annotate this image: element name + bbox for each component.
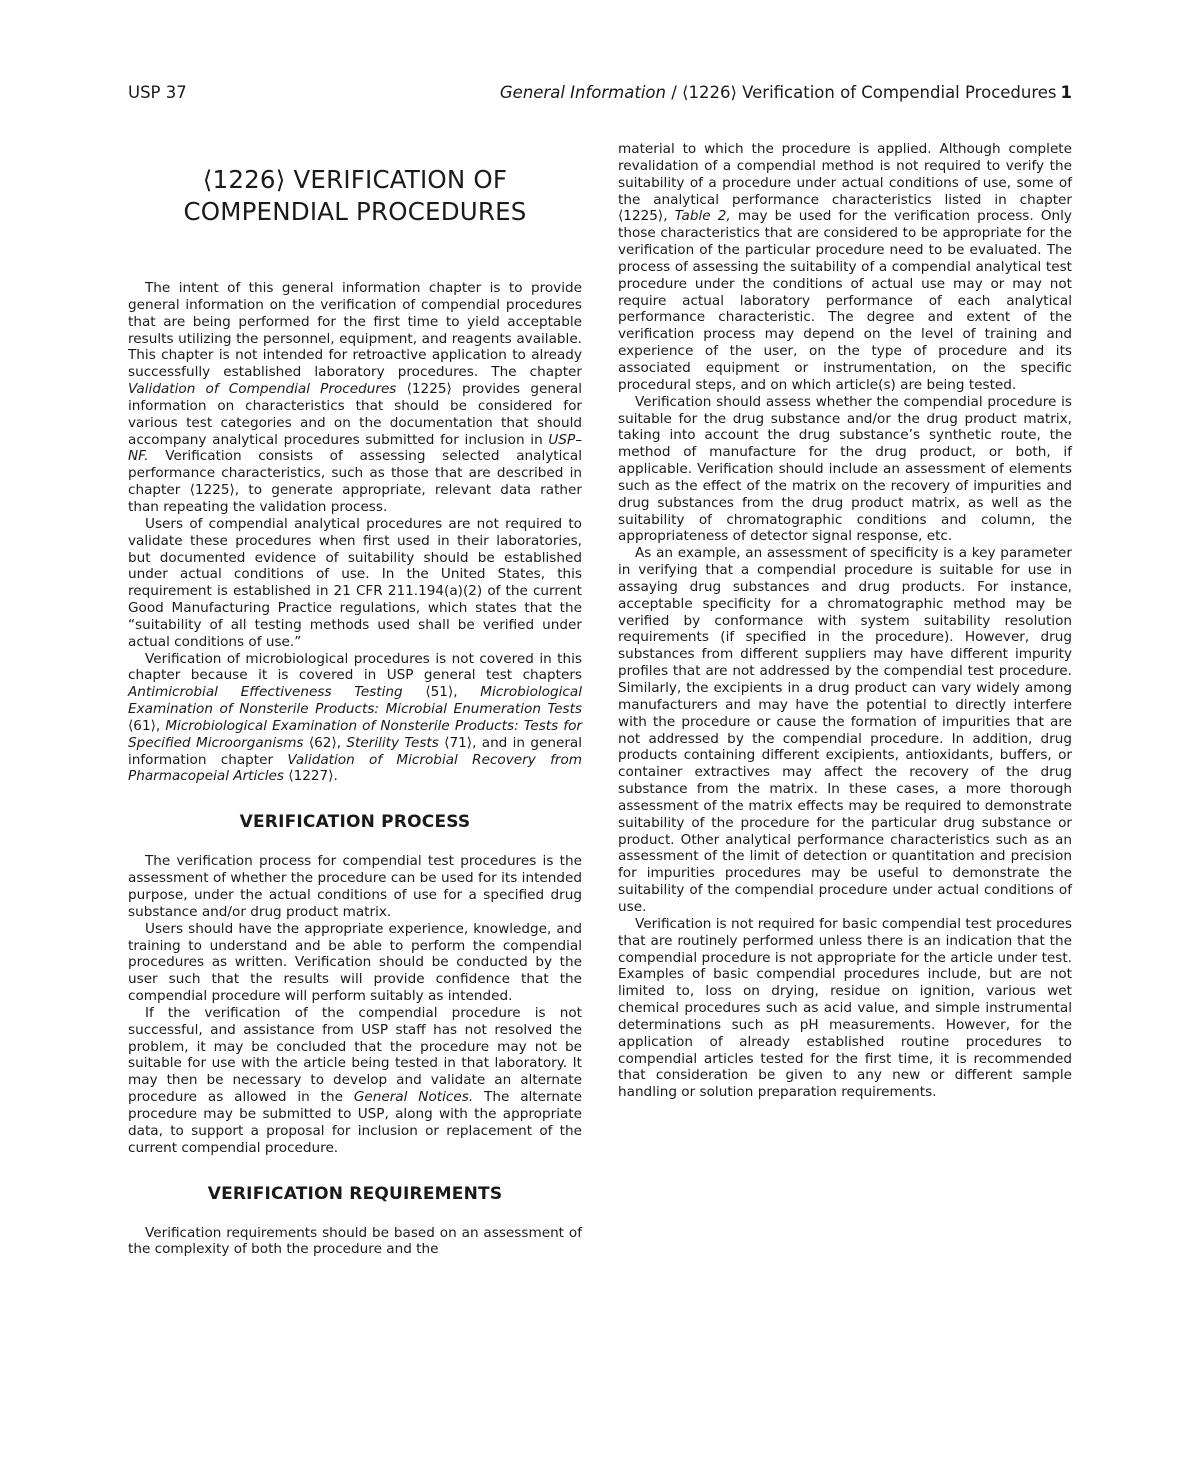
section-heading-verification-process: VERIFICATION PROCESS [239, 812, 471, 833]
text-run: If the verification of the compendial procedure is not successful, and assistance from USP staff has not resolved the problem, it may be concluded that the procedure may not be suitable for use with the article being tested in that laboratory. It may then be necessary to develop and validate an alternate procedure as allowed in the [128, 1004, 582, 1106]
text-run: may be used for the verification process. Only those characteristics that are considered to be appropriate for the verification of the particular procedure need to be evaluated. The process of assessing the suitability of a compendial analytical test procedure under the conditions of actual use may or may not require actual laboratory performance of each analytical performance characteristic. The degree and extent of the verification process may depend on the level of training and experience of the user, on the type of procedure and its associated equipment or instrumentation, on the specific procedural steps, and on which article(s) are being tested. [618, 208, 1072, 393]
left-column [128, 164, 582, 1258]
text-run: The intent of this general information chapter is to provide general information on the verification of compendial procedures that are being performed for the first time to yield acceptable results utilizing the personnel, equipment, and reagents available. This chapter is not intended for retroactive application to already successfully established laboratory procedures. The chapter [128, 280, 582, 381]
intro-paragraph-1 [128, 280, 582, 516]
process-paragraph-1: The verification process for compendial test procedures is the assessment of whether the procedure can be used for its intended purpose, under the actual conditions of use for a specified drug substance and/or drug product matrix. [128, 853, 582, 920]
italic-reference: Sterility Tests [346, 734, 439, 751]
italic-reference: Validation of Compendial Procedures [128, 381, 397, 398]
process-paragraph-2: Users should have the appropriate experience, knowledge, and training to understand and be able to perform the compendial procedures as written. Verification should be conducted by the user such that the results will provide confidence that the compendial procedure will perform suitably as intended. [128, 920, 582, 1005]
text-run: ⟨1225⟩ provides general information on characteristics that should be considered for various test categories and on the documentation that should accompany analytical procedures submitted for inclusion in [128, 381, 582, 448]
italic-reference: Table 2, [674, 208, 731, 225]
intro-paragraph-3 [128, 651, 582, 786]
text-run: material to which the procedure is applied. Although complete revalidation of a compendial method is not required to verify the suitability of a procedure under actual conditions of use, some of the analytical performance characteristics listed in chapter ⟨1225⟩, [618, 141, 1072, 225]
text-run: ⟨61⟩, [128, 717, 166, 734]
page-number: 1 [1060, 83, 1072, 102]
requirements-paragraph-4: Verification is not required for basic compendial test procedures that are routinely performed unless there is an indication that the compendial procedure is not appropriate for the article under test. Examples of basic compendial procedures include, but are not limited to, loss on drying, residue on ignition, various wet chemical procedures such as acid value, and simple instrumental determinations such as pH measurements. However, for the application of already established routine procedures to compendial articles tested for the first time, it is recommended that consideration be given to any new or different sample handling or solution preparation requirements. [618, 915, 1072, 1101]
requirements-paragraph-1-start [128, 1225, 582, 1259]
italic-reference: Microbiological Examination of Nonsterile Products: Tests for Specified Microorganisms [128, 717, 583, 751]
italic-reference: USP–NF. [128, 431, 582, 465]
running-head-section: General Information [499, 83, 666, 102]
right-column [618, 141, 1072, 1101]
process-paragraph-3 [128, 1005, 582, 1157]
chapter-title [128, 164, 582, 228]
running-head-left: USP 37 [128, 83, 187, 102]
text-run: Verification consists of assessing selected analytical performance characteristics, such as those that are described in chapter ⟨1225⟩, to generate appropriate, relevant data rather than repeating the validation process. [128, 448, 582, 515]
italic-reference: Antimicrobial Effectiveness Testing [128, 684, 403, 701]
text-run: The alternate procedure may be submitted to USP, along with the appropriate data, to support a proposal for inclusion or replacement of the current compendial procedure. [128, 1089, 582, 1156]
italic-reference: General Notices. [353, 1089, 474, 1106]
italic-reference: Validation of Microbial Recovery from Pharmacopeial Articles [128, 751, 583, 785]
text-run: ⟨71⟩, and in general information chapter [128, 734, 583, 768]
text-run: ⟨51⟩, [402, 684, 481, 701]
text-run: Verification requirements should be based on an assessment of the complexity of both the procedure and the [128, 1224, 582, 1258]
running-head-separator: / [665, 83, 683, 102]
running-head-right [500, 81, 1072, 105]
section-heading-verification-requirements: VERIFICATION REQUIREMENTS [207, 1183, 503, 1204]
requirements-paragraph-3: As an example, an assessment of specificity is a key parameter in verifying that a compendial procedure is suitable for use in assaying drug substances and drug products. For instance, acceptable specificity for a chromatographic method may be verified by conformance with system suitability resolution requirements (if specified in the procedure). However, drug substances from different suppliers may have different impurity profiles that are not addressed by the compendial test procedure. Similarly, the excipients in a drug product can vary widely among manufacturers and may have the potential to directly interfere with the procedure or cause the formation of impurities that are not addressed by the compendial procedure. In addition, drug products containing different excipients, antioxidants, buffers, or container extractives may affect the recovery of the drug substance from the matrix. In these cases, a more thorough assessment of the matrix effects may be required to demonstrate suitability of the procedure for the particular drug substance or product. Other analytical performance characteristics such as an assessment of the limit of detection or quantitation and precision for impurities procedures may be useful to demonstrate the suitability of the compendial procedure under actual conditions of use. [618, 545, 1072, 915]
italic-reference: Microbiological Examination of Nonsterile Products: Microbial Enumeration Tests [128, 684, 582, 718]
requirements-paragraph-2: Verification should assess whether the compendial procedure is suitable for the drug substance and/or the drug product matrix, taking into account the drug substance’s synthetic route, the method of manufacture for the drug product, or both, if applicable. Verification should include an assessment of elements such as the effect of the matrix on the recovery of impurities and drug substances from the drug product matrix, as well as the suitability of chromatographic conditions and column, the appropriateness of detector signal response, etc. [618, 393, 1072, 545]
text-run: ⟨1227⟩. [283, 768, 338, 785]
running-head [128, 81, 1072, 105]
text-run: ⟨62⟩, [303, 734, 347, 751]
text-run: Verification of microbiological procedures is not covered in this chapter because it is covered in USP general test chapters [128, 650, 582, 684]
chapter-title-line1: ⟨1226⟩ VERIFICATION OF [202, 165, 508, 194]
intro-paragraph-2: Users of compendial analytical procedures are not required to validate these procedures when first used in their laboratories, but documented evidence of suitability should be established under actual conditions of use. In the United States, this requirement is established in 21 CFR 211.194(a)(2) of the current Good Manufacturing Practice regulations, which states that the “suitability of all testing methods used shall be verified under actual conditions of use.” [128, 515, 582, 650]
chapter-title-line2: COMPENDIAL PROCEDURES [183, 197, 527, 226]
requirements-paragraph-1-continued [618, 141, 1072, 394]
running-head-chapter: ⟨1226⟩ Verification of Compendial Procedures [682, 83, 1057, 102]
